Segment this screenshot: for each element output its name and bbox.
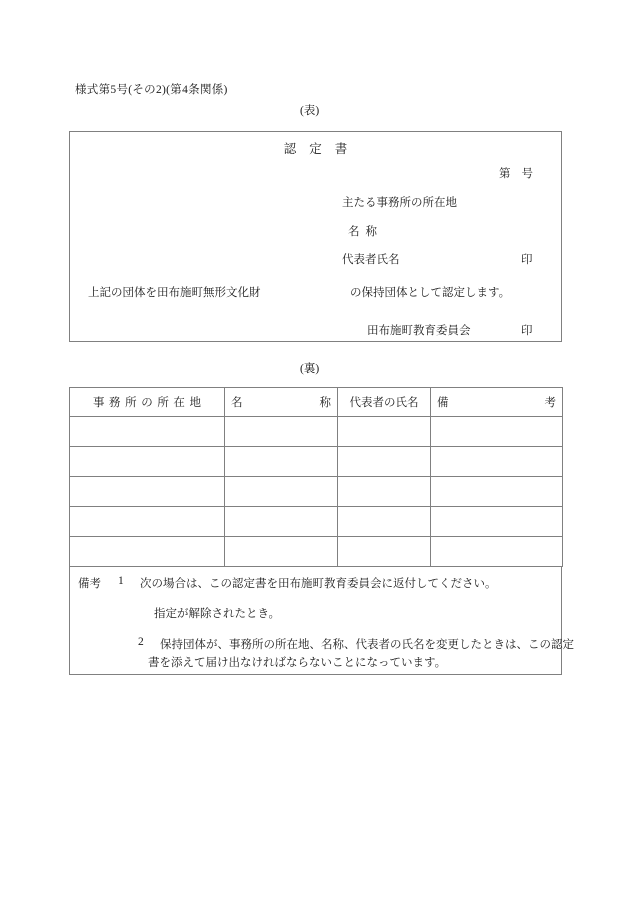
header-note-spread <box>437 394 556 410</box>
seal-mark-representative: 印 <box>521 254 533 266</box>
cell-office-location[interactable] <box>70 537 225 567</box>
issuer-name: 田布施町教育委員会 <box>367 325 471 337</box>
field-main-office-location: 主たる事務所の所在地 <box>342 197 457 209</box>
table-row <box>70 447 563 477</box>
form-number-label: 様式第5号(その2)(第4条関係) <box>75 84 228 96</box>
remarks-item2-continuation: 書を添えて届け出なければならないことになっています。 <box>148 657 447 669</box>
seal-mark-organization: 印 <box>521 325 533 337</box>
cell-note[interactable] <box>431 537 563 567</box>
back-record-table <box>69 387 563 567</box>
header-note <box>431 388 563 417</box>
cell-name[interactable] <box>225 447 338 477</box>
cell-note[interactable] <box>431 507 563 537</box>
remarks-item2-number: 2 <box>138 636 144 648</box>
remarks-item1-number: 1 <box>118 575 124 587</box>
cell-representative[interactable] <box>338 417 431 447</box>
certificate-number-field: 第号 <box>499 168 544 180</box>
table-header-row <box>70 388 563 417</box>
table-row <box>70 507 563 537</box>
back-side-label: (裏) <box>300 363 320 375</box>
certification-sentence-right: の保持団体として認定します。 <box>350 287 511 299</box>
certification-sentence-left: 上記の団体を田布施町無形文化財 <box>88 287 261 299</box>
header-office-location <box>70 388 225 417</box>
certificate-title: 認定書 <box>283 142 361 156</box>
table-row <box>70 417 563 447</box>
front-side-label: (表) <box>300 105 320 117</box>
header-office-location-label: 事務所の所在地 <box>92 397 206 409</box>
header-representative: 代表者の氏名 <box>338 388 431 417</box>
remarks-box <box>69 566 574 675</box>
cell-representative[interactable] <box>338 477 431 507</box>
back-table-body <box>70 388 563 567</box>
cell-office-location[interactable] <box>70 417 225 447</box>
header-name-spread <box>231 394 331 410</box>
cell-office-location[interactable] <box>70 477 225 507</box>
cell-office-location[interactable] <box>70 447 225 477</box>
remarks-label: 備考 <box>78 578 101 590</box>
field-organization-name: 名称 <box>348 226 383 238</box>
cell-name[interactable] <box>225 477 338 507</box>
header-note-left: 備 <box>437 397 449 409</box>
header-name-right: 称 <box>319 397 331 409</box>
cell-note[interactable] <box>431 417 563 447</box>
cell-note[interactable] <box>431 447 563 477</box>
cell-representative[interactable] <box>338 447 431 477</box>
certificate-box <box>69 131 562 342</box>
cell-note[interactable] <box>431 477 563 507</box>
cell-representative[interactable] <box>338 507 431 537</box>
cell-office-location[interactable] <box>70 507 225 537</box>
header-name-left: 名 <box>231 397 243 409</box>
remarks-item1-sub: 指定が解除されたとき。 <box>154 608 281 620</box>
header-name <box>225 388 338 417</box>
cell-representative[interactable] <box>338 537 431 567</box>
header-note-right: 考 <box>544 397 556 409</box>
remarks-item2-text: 保持団体が、事務所の所在地、名称、代表者の氏名を変更したときは、この認定 <box>160 639 574 651</box>
cell-name[interactable] <box>225 507 338 537</box>
cell-name[interactable] <box>225 537 338 567</box>
field-representative-name: 代表者氏名 <box>342 254 400 266</box>
cell-name[interactable] <box>225 417 338 447</box>
table-row <box>70 477 563 507</box>
remarks-item1-text: 次の場合は、この認定書を田布施町教育委員会に返付してください。 <box>140 578 497 590</box>
table-row <box>70 537 563 567</box>
